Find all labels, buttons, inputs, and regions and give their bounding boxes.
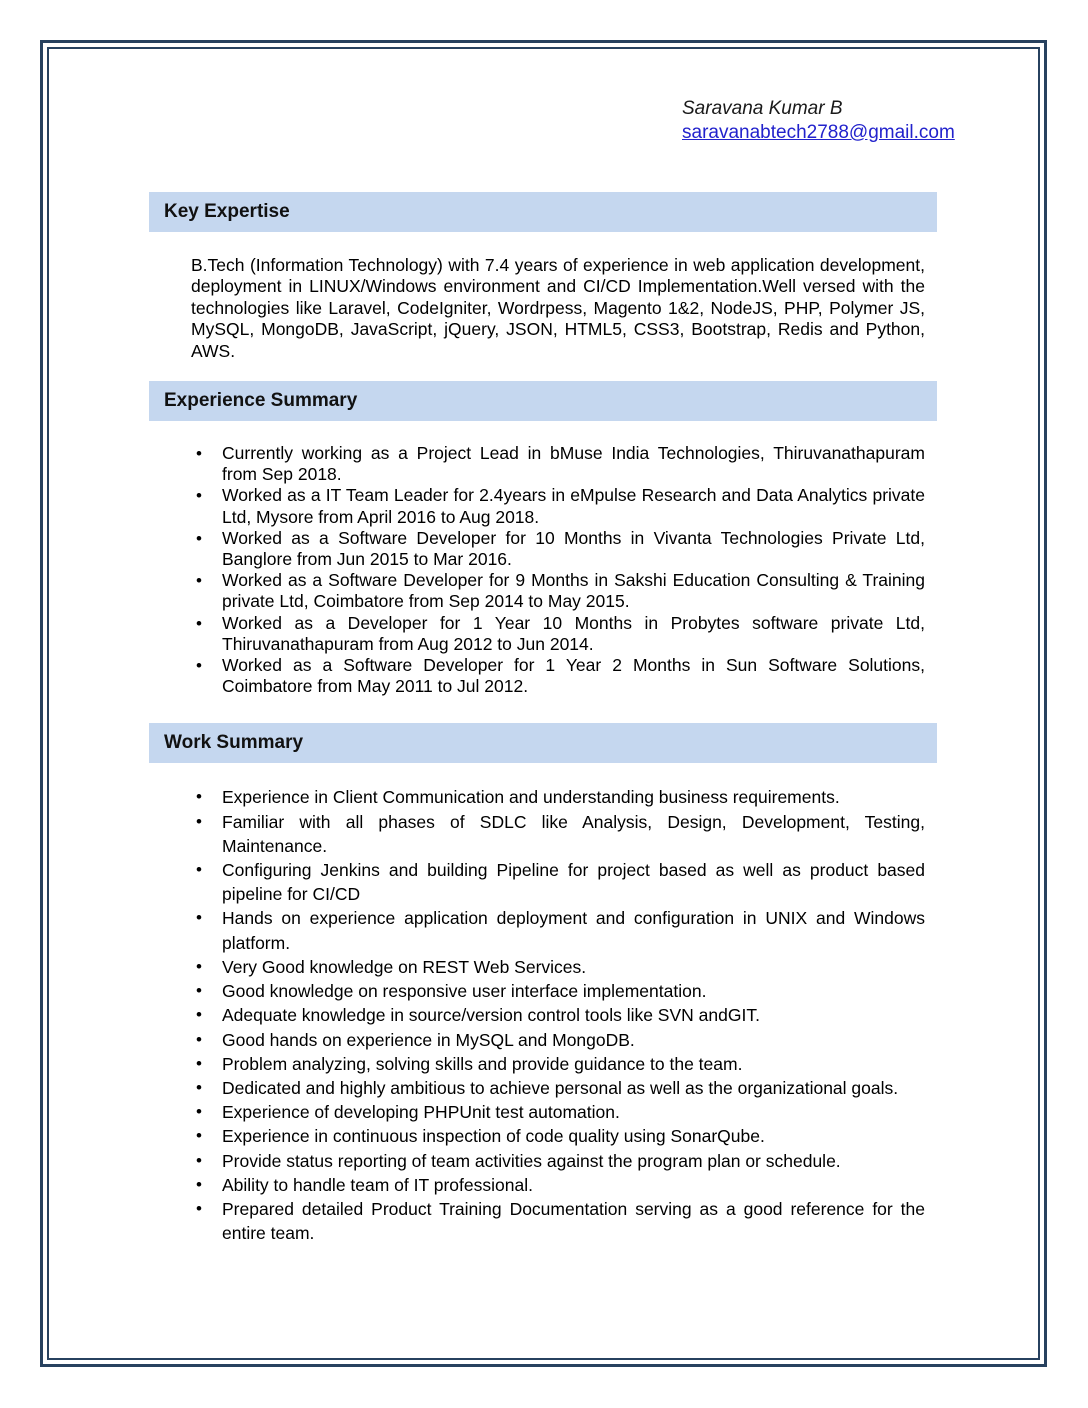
list-item: • Experience in continuous inspection of code quality using SonarQube. bbox=[191, 1124, 925, 1148]
list-item: • Worked as a IT Team Leader for 2.4years in eMpulse Research and Data Analytics private Ltd, Mysore from April 2016 to Aug 2018. bbox=[191, 485, 925, 527]
list-item: • Good knowledge on responsive user interface implementation. bbox=[191, 979, 925, 1003]
list-item: • Currently working as a Project Lead in bMuse India Technologies, Thiruvanathapuram from Sep 2018. bbox=[191, 443, 925, 485]
list-item: • Good hands on experience in MySQL and MongoDB. bbox=[191, 1028, 925, 1052]
list-item: • Experience in Client Communication and understanding business requirements. bbox=[191, 785, 925, 809]
list-item: • Ability to handle team of IT professional. bbox=[191, 1173, 925, 1197]
section-title: Key Expertise bbox=[164, 201, 290, 222]
list-item: • Worked as a Developer for 1 Year 10 Months in Probytes software private Ltd, Thiruvanathapuram from Aug 2012 to Jun 2014. bbox=[191, 613, 925, 655]
section-header-work-summary bbox=[149, 723, 937, 763]
list-item: • Provide status reporting of team activities against the program plan or schedule. bbox=[191, 1149, 925, 1173]
list-item: • Worked as a Software Developer for 1 Year 2 Months in Sun Software Solutions, Coimbatore from May 2011 to Jul 2012. bbox=[191, 655, 925, 697]
candidate-name: Saravana Kumar B bbox=[682, 98, 843, 119]
experience-summary-list bbox=[191, 443, 925, 697]
list-item: • Familiar with all phases of SDLC like Analysis, Design, Development, Testing, Maintenance. bbox=[191, 810, 925, 858]
list-item: • Dedicated and highly ambitious to achieve personal as well as the organizational goals. bbox=[191, 1076, 925, 1100]
list-item: • Prepared detailed Product Training Documentation serving as a good reference for the entire team. bbox=[191, 1197, 925, 1245]
work-summary-list bbox=[191, 785, 925, 1245]
list-item: • Worked as a Software Developer for 10 Months in Vivanta Technologies Private Ltd, Banglore from Jun 2015 to Mar 2016. bbox=[191, 528, 925, 570]
page-border-outer bbox=[40, 40, 1047, 1367]
list-item: • Adequate knowledge in source/version control tools like SVN andGIT. bbox=[191, 1003, 925, 1027]
list-item: • Hands on experience application deployment and configuration in UNIX and Windows platform. bbox=[191, 906, 925, 954]
key-expertise-paragraph: B.Tech (Information Technology) with 7.4 years of experience in web application development, deployment in LINUX/Windows environment and CI/CD Implementation.Well versed with the technologies like Laravel, CodeIgniter, Wordrpess, Magento 1&2, NodeJS, PHP, Polymer JS, MySQL, MongoDB, JavaScript, jQuery, JSON, HTML5, CSS3, Bootstrap, Redis and Python, AWS. bbox=[191, 255, 925, 361]
list-item: • Very Good knowledge on REST Web Services. bbox=[191, 955, 925, 979]
email-link[interactable]: saravanabtech2788@gmail.com bbox=[682, 122, 955, 143]
section-title: Experience Summary bbox=[164, 390, 358, 412]
page-border-inner bbox=[47, 47, 1040, 1360]
contact-block bbox=[149, 97, 955, 146]
list-item: • Configuring Jenkins and building Pipeline for project based as well as product based pipeline for CI/CD bbox=[191, 858, 925, 906]
section-header-key-expertise bbox=[149, 192, 937, 232]
list-item: • Worked as a Software Developer for 9 Months in Sakshi Education Consulting & Training private Ltd, Coimbatore from Sep 2014 to May 2015. bbox=[191, 570, 925, 612]
section-title: Work Summary bbox=[164, 732, 304, 754]
list-item: • Problem analyzing, solving skills and provide guidance to the team. bbox=[191, 1052, 925, 1076]
list-item: • Experience of developing PHPUnit test automation. bbox=[191, 1100, 925, 1124]
section-header-experience-summary bbox=[149, 381, 937, 421]
